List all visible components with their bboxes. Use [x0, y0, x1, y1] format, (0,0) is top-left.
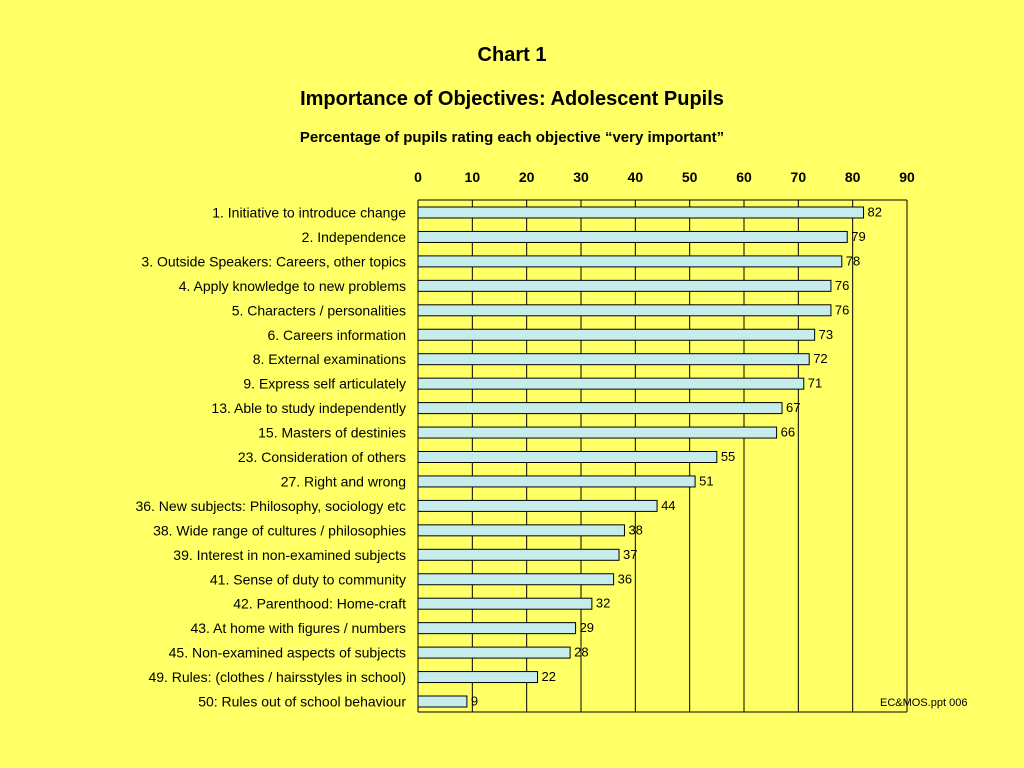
- bar: [418, 598, 592, 609]
- category-label: 42. Parenthood: Home-craft: [233, 595, 406, 612]
- x-tick-label: 60: [736, 169, 752, 185]
- bar: [418, 329, 815, 340]
- category-label: 2. Independence: [301, 228, 406, 245]
- data-label: 22: [541, 669, 557, 685]
- category-label: 50: Rules out of school behaviour: [198, 693, 406, 710]
- data-label: 32: [595, 595, 611, 611]
- data-label: 67: [786, 400, 801, 416]
- category-label: 27. Right and wrong: [280, 473, 406, 490]
- chart-caption: Percentage of pupils rating each objective “very important”: [299, 129, 725, 146]
- category-label: 38. Wide range of cultures / philosophies: [153, 522, 406, 539]
- data-label: 38: [628, 522, 643, 538]
- bar: [418, 549, 619, 560]
- data-label: 9: [470, 693, 479, 709]
- data-label: 73: [818, 326, 834, 342]
- bar: [418, 256, 842, 267]
- bar: [418, 403, 782, 414]
- bar: [418, 207, 864, 218]
- data-label: 71: [807, 375, 823, 391]
- x-tick-label: 50: [681, 169, 698, 185]
- bar: [418, 231, 847, 242]
- bar: [418, 525, 624, 536]
- bar: [418, 672, 538, 683]
- x-tick-label: 70: [790, 169, 807, 185]
- x-tick-label: 80: [844, 169, 861, 185]
- bar: [418, 378, 804, 389]
- x-tick-label: 0: [414, 169, 422, 185]
- data-label: 79: [851, 228, 866, 244]
- x-tick-label: 90: [899, 169, 915, 185]
- bar: [418, 574, 614, 585]
- data-label: 66: [780, 424, 796, 440]
- x-tick-label: 10: [464, 169, 481, 185]
- category-label: 43. At home with figures / numbers: [190, 620, 406, 637]
- category-label: 49. Rules: (clothes / hairsstyles in school): [148, 669, 406, 686]
- data-label: 82: [867, 204, 883, 220]
- bar: [418, 696, 467, 707]
- bar: [418, 305, 831, 316]
- data-label: 76: [834, 302, 850, 318]
- data-label: 44: [661, 497, 676, 513]
- footer-note: EC&MOS.ppt 006: [880, 697, 968, 709]
- chart-title: Chart 1: [477, 44, 547, 66]
- category-label: 13. Able to study independently: [211, 400, 406, 417]
- bar: [418, 354, 809, 365]
- data-label: 55: [720, 449, 736, 464]
- data-label: 37: [623, 546, 638, 562]
- category-label: 3. Outside Speakers: Careers, other topics: [141, 253, 406, 270]
- category-label: 39. Interest in non-examined subjects: [173, 546, 406, 563]
- bar: [418, 452, 717, 463]
- x-tick-label: 40: [627, 169, 644, 185]
- bar: [418, 500, 657, 511]
- category-label: 36. New subjects: Philosophy, sociology etc: [135, 497, 406, 514]
- category-label: 15. Masters of destinies: [258, 424, 406, 441]
- bar: [418, 280, 831, 291]
- bar: [418, 647, 570, 658]
- data-label: 51: [699, 473, 714, 489]
- data-label: 36: [617, 571, 633, 587]
- data-label: 29: [579, 620, 595, 636]
- data-label: 72: [813, 351, 828, 367]
- category-label: 45. Non-examined aspects of subjects: [168, 644, 406, 661]
- data-label: 78: [845, 253, 861, 269]
- chart-subtitle: Importance of Objectives: Adolescent Pupils: [300, 88, 724, 110]
- category-label: 6. Careers information: [267, 326, 406, 343]
- category-label: 9. Express self articulately: [243, 375, 406, 392]
- category-label: 8. External examinations: [252, 351, 406, 368]
- category-label: 4. Apply knowledge to new problems: [178, 277, 406, 294]
- x-tick-label: 30: [573, 169, 589, 185]
- data-label: 76: [834, 277, 850, 293]
- bar: [418, 476, 695, 487]
- category-label: 23. Consideration of others: [237, 449, 406, 465]
- x-tick-label: 20: [518, 169, 535, 185]
- bar: [418, 427, 777, 438]
- bar: [418, 623, 576, 634]
- data-label: 28: [574, 644, 589, 660]
- category-label: 1. Initiative to introduce change: [212, 204, 406, 221]
- category-label: 41. Sense of duty to community: [209, 571, 406, 588]
- category-label: 5. Characters / personalities: [231, 302, 406, 319]
